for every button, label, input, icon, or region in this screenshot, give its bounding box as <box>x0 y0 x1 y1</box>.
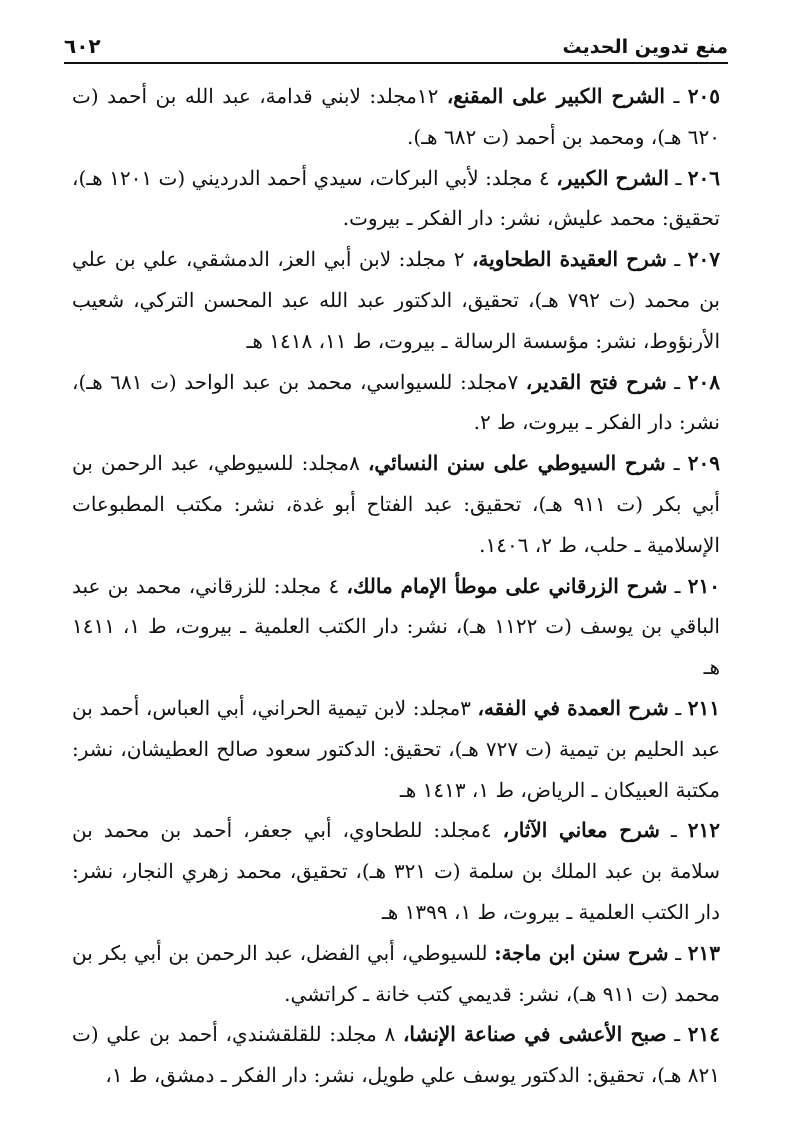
entry-details: ١٢مجلد: لابني قدامة، عبد الله بن أحمد (ت ٦٢٠ هـ)، ومحمد بن أحمد (ت ٦٨٢ هـ). <box>72 84 720 149</box>
entry-title: شرح معاني الآثار، <box>502 818 660 843</box>
entry-number: ٢٠٧ <box>687 247 720 272</box>
entry-number: ٢١٢ <box>687 818 720 843</box>
bibliography-entry: ٢٠٥ ـ الشرح الكبير على المقنع، ١٢مجلد: لابني قدامة، عبد الله بن أحمد (ت ٦٢٠ هـ)، ومحمد بن أحمد (ت ٦٨٢ هـ). <box>72 84 721 149</box>
bibliography-entry: ٢٠٧ ـ شرح العقيدة الطحاوية، ٢ مجلد: لابن أبي العز، الدمشقي، علي بن علي بن محمد (ت ٧٩٢ هـ)، تحقيق، الدكتور عبد الله عبد المحسن التركي، شعيب الأرنؤوط، نشر: مؤسسة الرسالة ـ بيروت، ط ١١، ١٤١٨ هـ <box>72 247 721 353</box>
entry-details: ٨ مجلد: للقلقشندي، أحمد بن علي (ت ٨٢١ هـ)، تحقيق: الدكتور يوسف علي طويل، نشر: دار الفكر ـ دمشق، ط ١، <box>72 1022 720 1088</box>
page-header <box>64 28 728 64</box>
entry-details: ٤مجلد: للطحاوي، أبي جعفر، أحمد بن محمد بن سلامة بن عبد الملك بن سلمة (ت ٣٢١ هـ)، تحقيق، محمد زهري النجار، نشر: دار الكتب العلمية ـ بيروت، ط ١، ١٣٩٩ هـ <box>72 818 720 924</box>
entry-number: ٢١٤ <box>687 1022 721 1047</box>
entry-number: ٢١١ <box>687 695 720 720</box>
entry-number: ٢١٣ <box>687 940 721 965</box>
entry-number: ٢٠٥ <box>687 84 721 108</box>
entry-title: شرح العمدة في الفقه، <box>477 695 669 720</box>
bibliography-entry: ٢١٤ ـ صبح الأعشى في صناعة الإنشا، ٨ مجلد: للقلقشندي، أحمد بن علي (ت ٨٢١ هـ)، تحقيق: الدكتور يوسف علي طويل، نشر: دار الفكر ـ دمشق، ط ١، <box>72 1022 721 1088</box>
bibliography-entry: ٢١٠ ـ شرح الزرقاني على موطأ الإمام مالك، ٤ مجلد: للزرقاني، محمد بن عبد الباقي بن يوسف (ت ١١٢٢ هـ)، نشر: دار الكتب العلمية ـ بيروت، ط ١، ١٤١١ هـ <box>72 573 720 680</box>
entry-number: ٢٠٦ <box>687 165 721 190</box>
entry-details: ٢ مجلد: لابن أبي العز، الدمشقي، علي بن علي بن محمد (ت ٧٩٢ هـ)، تحقيق، الدكتور عبد الله عبد المحسن التركي، شعيب الأرنؤوط، نشر: مؤسسة الرسالة ـ بيروت، ط ١١، ١٤١٨ هـ <box>72 247 721 353</box>
entry-title: صبح الأعشى في صناعة الإنشا، <box>402 1022 667 1047</box>
entry-title: شرح السيوطي على سنن النسائي، <box>367 451 666 476</box>
entry-number: ٢٠٨ <box>687 369 720 394</box>
entry-title: شرح العقيدة الطحاوية، <box>471 247 667 272</box>
entry-details: ٤ مجلد: للزرقاني، محمد بن عبد الباقي بن يوسف (ت ١١٢٢ هـ)، نشر: دار الكتب العلمية ـ بيروت، ط ١، ١٤١١ هـ <box>72 573 720 680</box>
bibliography-entry: ٢٠٦ ـ الشرح الكبير، ٤ مجلد: لأبي البركات، سيدي أحمد الدرديني (ت ١٢٠١ هـ)، تحقيق: محمد عليش، نشر: دار الفكر ـ بيروت. <box>72 165 721 231</box>
bibliography-entry: ٢٠٨ ـ شرح فتح القدير، ٧مجلد: للسيواسي، محمد بن عبد الواحد (ت ٦٨١ هـ)، نشر: دار الفكر ـ بيروت، ط ٢. <box>72 369 720 435</box>
entry-details: ٧مجلد: للسيواسي، محمد بن عبد الواحد (ت ٦٨١ هـ)، نشر: دار الفكر ـ بيروت، ط ٢. <box>72 369 720 435</box>
entry-title: الشرح الكبير على المقنع، <box>446 84 665 108</box>
bibliography-entry: ٢٠٩ ـ شرح السيوطي على سنن النسائي، ٨مجلد: للسيوطي، عبد الرحمن بن أبي بكر (ت ٩١١ هـ)، تحقيق: عبد الفتاح أبو غدة، نشر: مكتب المطبوعات الإسلامية ـ حلب، ط ٢، ١٤٠٦. <box>72 451 721 557</box>
entry-details: ٨مجلد: للسيوطي، عبد الرحمن بن أبي بكر (ت ٩١١ هـ)، تحقيق: عبد الفتاح أبو غدة، نشر: مكتب المطبوعات الإسلامية ـ حلب، ط ٢، ١٤٠٦. <box>72 451 720 557</box>
bibliography-entry: ٢١٣ ـ شرح سنن ابن ماجة: للسيوطي، أبي الفضل، عبد الرحمن بن أبي بكر بن محمد (ت ٩١١ هـ)، نشر: قديمي كتب خانة ـ كراتشي. <box>72 940 721 1006</box>
entry-number: ٢٠٩ <box>687 451 721 476</box>
page-number: ٦٠٢ <box>64 34 101 58</box>
bibliography-list <box>72 76 720 1096</box>
entry-title: شرح سنن ابن ماجة: <box>494 940 669 965</box>
entry-title: شرح فتح القدير، <box>525 369 667 394</box>
entry-details: ٣مجلد: لابن تيمية الحراني، أبي العباس، أحمد بن عبد الحليم بن تيمية (ت ٧٢٧ هـ)، تحقيق: الدكتور سعود صالح العطيشان، نشر: مكتبة العبيكان ـ الرياض، ط ١، ١٤١٣ هـ <box>72 695 720 802</box>
bibliography-entry: ٢١٢ ـ شرح معاني الآثار، ٤مجلد: للطحاوي، أبي جعفر، أحمد بن محمد بن سلامة بن عبد الملك بن سلمة (ت ٣٢١ هـ)، تحقيق، محمد زهري النجار، نشر: دار الكتب العلمية ـ بيروت، ط ١، ١٣٩٩ هـ <box>72 818 720 924</box>
entry-number: ٢١٠ <box>687 573 720 598</box>
running-title: منع تدوين الحديث <box>562 36 728 58</box>
bibliography-entry: ٢١١ ـ شرح العمدة في الفقه، ٣مجلد: لابن تيمية الحراني، أبي العباس، أحمد بن عبد الحليم بن تيمية (ت ٧٢٧ هـ)، تحقيق: الدكتور سعود صالح العطيشان، نشر: مكتبة العبيكان ـ الرياض، ط ١، ١٤١٣ هـ <box>72 695 720 802</box>
entry-details: للسيوطي، أبي الفضل، عبد الرحمن بن أبي بكر بن محمد (ت ٩١١ هـ)، نشر: قديمي كتب خانة ـ كراتشي. <box>72 940 720 1006</box>
entry-details: ٤ مجلد: لأبي البركات، سيدي أحمد الدرديني (ت ١٢٠١ هـ)، تحقيق: محمد عليش، نشر: دار الفكر ـ بيروت. <box>72 165 720 231</box>
entry-title: شرح الزرقاني على موطأ الإمام مالك، <box>346 573 668 598</box>
entry-title: الشرح الكبير، <box>556 165 669 190</box>
